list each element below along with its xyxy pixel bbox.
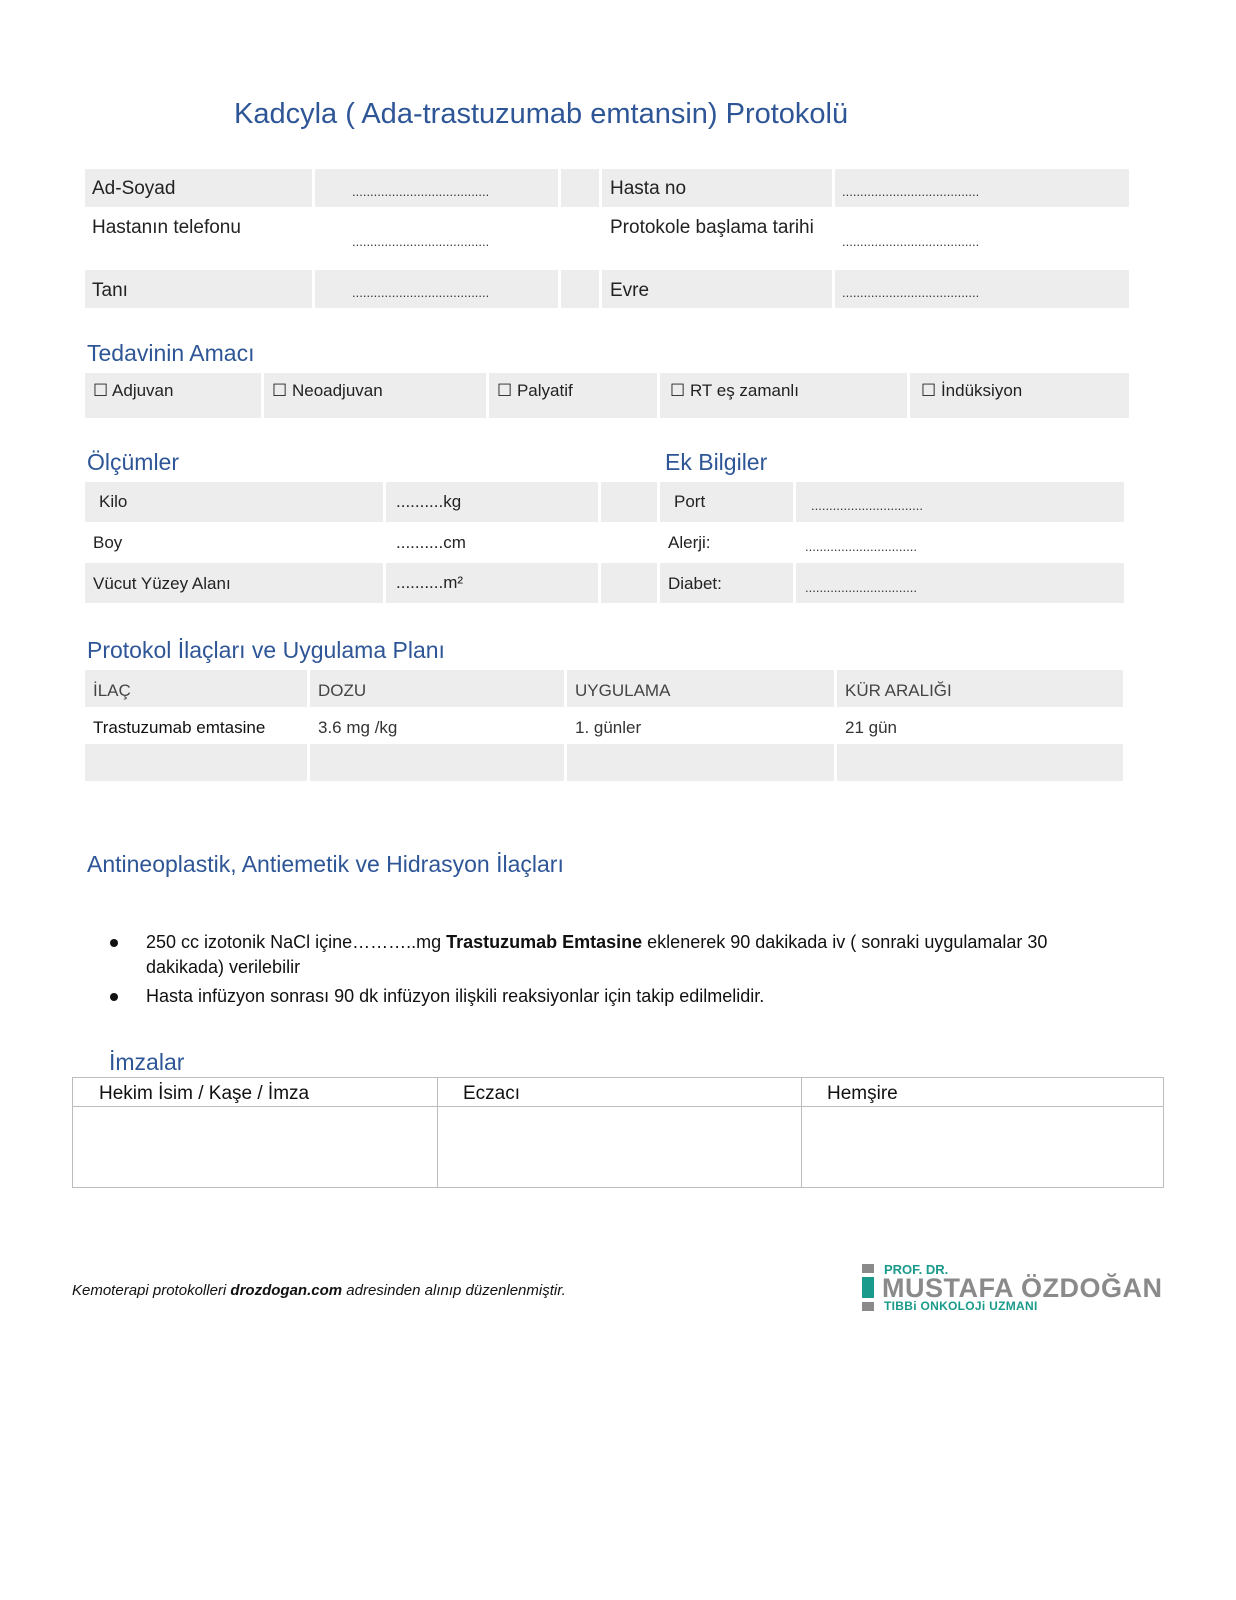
- allergy-field[interactable]: ...............................: [805, 539, 917, 554]
- diagnosis-field[interactable]: ......................................: [352, 285, 490, 300]
- col-header-drug: İLAÇ: [93, 681, 131, 700]
- sig-box-physician[interactable]: [74, 1108, 436, 1188]
- start-date-label: Protokole başlama tarihi: [610, 217, 814, 238]
- port-field[interactable]: ...............................: [811, 498, 923, 513]
- weight-label: Kilo: [99, 492, 128, 511]
- sig-col-pharmacist: Eczacı: [463, 1083, 521, 1104]
- drug-cycle-cell: 21 gün: [845, 718, 897, 737]
- diabetes-field[interactable]: ...............................: [805, 580, 917, 595]
- instruction-1: 250 cc izotonik NaCl içine………..mg Trastuzumab Emtasine eklenerek 90 dakikada iv ( sonraki uygulamalar 30 dakikada) verilebilir: [146, 932, 1048, 977]
- phone-field[interactable]: ......................................: [352, 234, 490, 249]
- option-neoadjuvan-checkbox[interactable]: ☐ Neoadjuvan: [272, 381, 383, 400]
- logo-title: PROF. DR.: [884, 1262, 949, 1277]
- logo-mark-icon: [862, 1264, 874, 1273]
- drug-name-cell: Trastuzumab emtasine: [93, 718, 266, 737]
- option-palyatif-checkbox[interactable]: ☐ Palyatif: [497, 381, 573, 400]
- option-adjuvan-checkbox[interactable]: ☐ Adjuvan: [93, 381, 174, 400]
- logo-name: MUSTAFA ÖZDOĞAN: [882, 1273, 1163, 1303]
- bsa-field[interactable]: ..........m²: [396, 573, 464, 592]
- option-rt-checkbox[interactable]: ☐ RT eş zamanlı: [670, 381, 799, 400]
- name-label: Ad-Soyad: [92, 178, 176, 199]
- antineoplastic-heading: Antineoplastik, Antiemetik ve Hidrasyon İlaçları: [87, 851, 564, 877]
- drugs-heading: Protokol İlaçları ve Uygulama Planı: [87, 637, 445, 663]
- allergy-label: Alerji:: [668, 533, 711, 552]
- sig-box-pharmacist[interactable]: [438, 1108, 800, 1188]
- bullet-icon: [110, 993, 118, 1001]
- drug-days-cell: 1. günler: [575, 718, 642, 737]
- stage-field[interactable]: ......................................: [842, 285, 980, 300]
- port-label: Port: [674, 492, 706, 511]
- signatures-table: [72, 1077, 1164, 1188]
- stage-label: Evre: [610, 280, 650, 301]
- diagnosis-label: Tanı: [92, 280, 128, 301]
- start-date-field[interactable]: ......................................: [842, 234, 980, 249]
- instruction-2: Hasta infüzyon sonrası 90 dk infüzyon ilişkili reaksiyonlar için takip edilmelidir.: [146, 986, 765, 1006]
- footer-link[interactable]: drozdogan.com: [230, 1282, 343, 1299]
- patient-no-label: Hasta no: [610, 178, 687, 199]
- option-induksiyon-checkbox[interactable]: ☐ İndüksiyon: [921, 381, 1023, 400]
- drug-dose-cell: 3.6 mg /kg: [318, 718, 398, 737]
- height-field[interactable]: ..........cm: [396, 533, 466, 552]
- footer-note: Kemoterapi protokolleri drozdogan.com adresinden alınıp düzenlenmiştir.: [72, 1282, 566, 1299]
- height-label: Boy: [93, 533, 123, 552]
- patient-no-field[interactable]: ......................................: [842, 184, 980, 199]
- bsa-label: Vücut Yüzey Alanı: [93, 574, 231, 593]
- col-header-administration: UYGULAMA: [575, 681, 671, 700]
- diabetes-label: Diabet:: [668, 574, 722, 593]
- sig-col-nurse: Hemşire: [827, 1083, 898, 1104]
- sig-box-nurse[interactable]: [802, 1108, 1162, 1188]
- logo-subtitle: TIBBi ONKOLOJi UZMANI: [884, 1299, 1038, 1313]
- col-header-cycle: KÜR ARALIĞI: [845, 681, 952, 700]
- document-title: Kadcyla ( Ada-trastuzumab emtansin) Protokolü: [234, 98, 849, 130]
- extra-info-heading: Ek Bilgiler: [665, 449, 768, 475]
- col-header-dose: DOZU: [318, 681, 367, 700]
- measurements-heading: Ölçümler: [87, 449, 180, 475]
- weight-field[interactable]: ..........kg: [396, 492, 462, 511]
- name-field[interactable]: ......................................: [352, 184, 490, 199]
- purpose-heading: Tedavinin Amacı: [87, 340, 255, 366]
- bullet-icon: [110, 939, 118, 947]
- sig-col-physician: Hekim İsim / Kaşe / İmza: [99, 1083, 310, 1104]
- phone-label: Hastanın telefonu: [92, 217, 241, 238]
- signatures-heading: İmzalar: [109, 1049, 185, 1075]
